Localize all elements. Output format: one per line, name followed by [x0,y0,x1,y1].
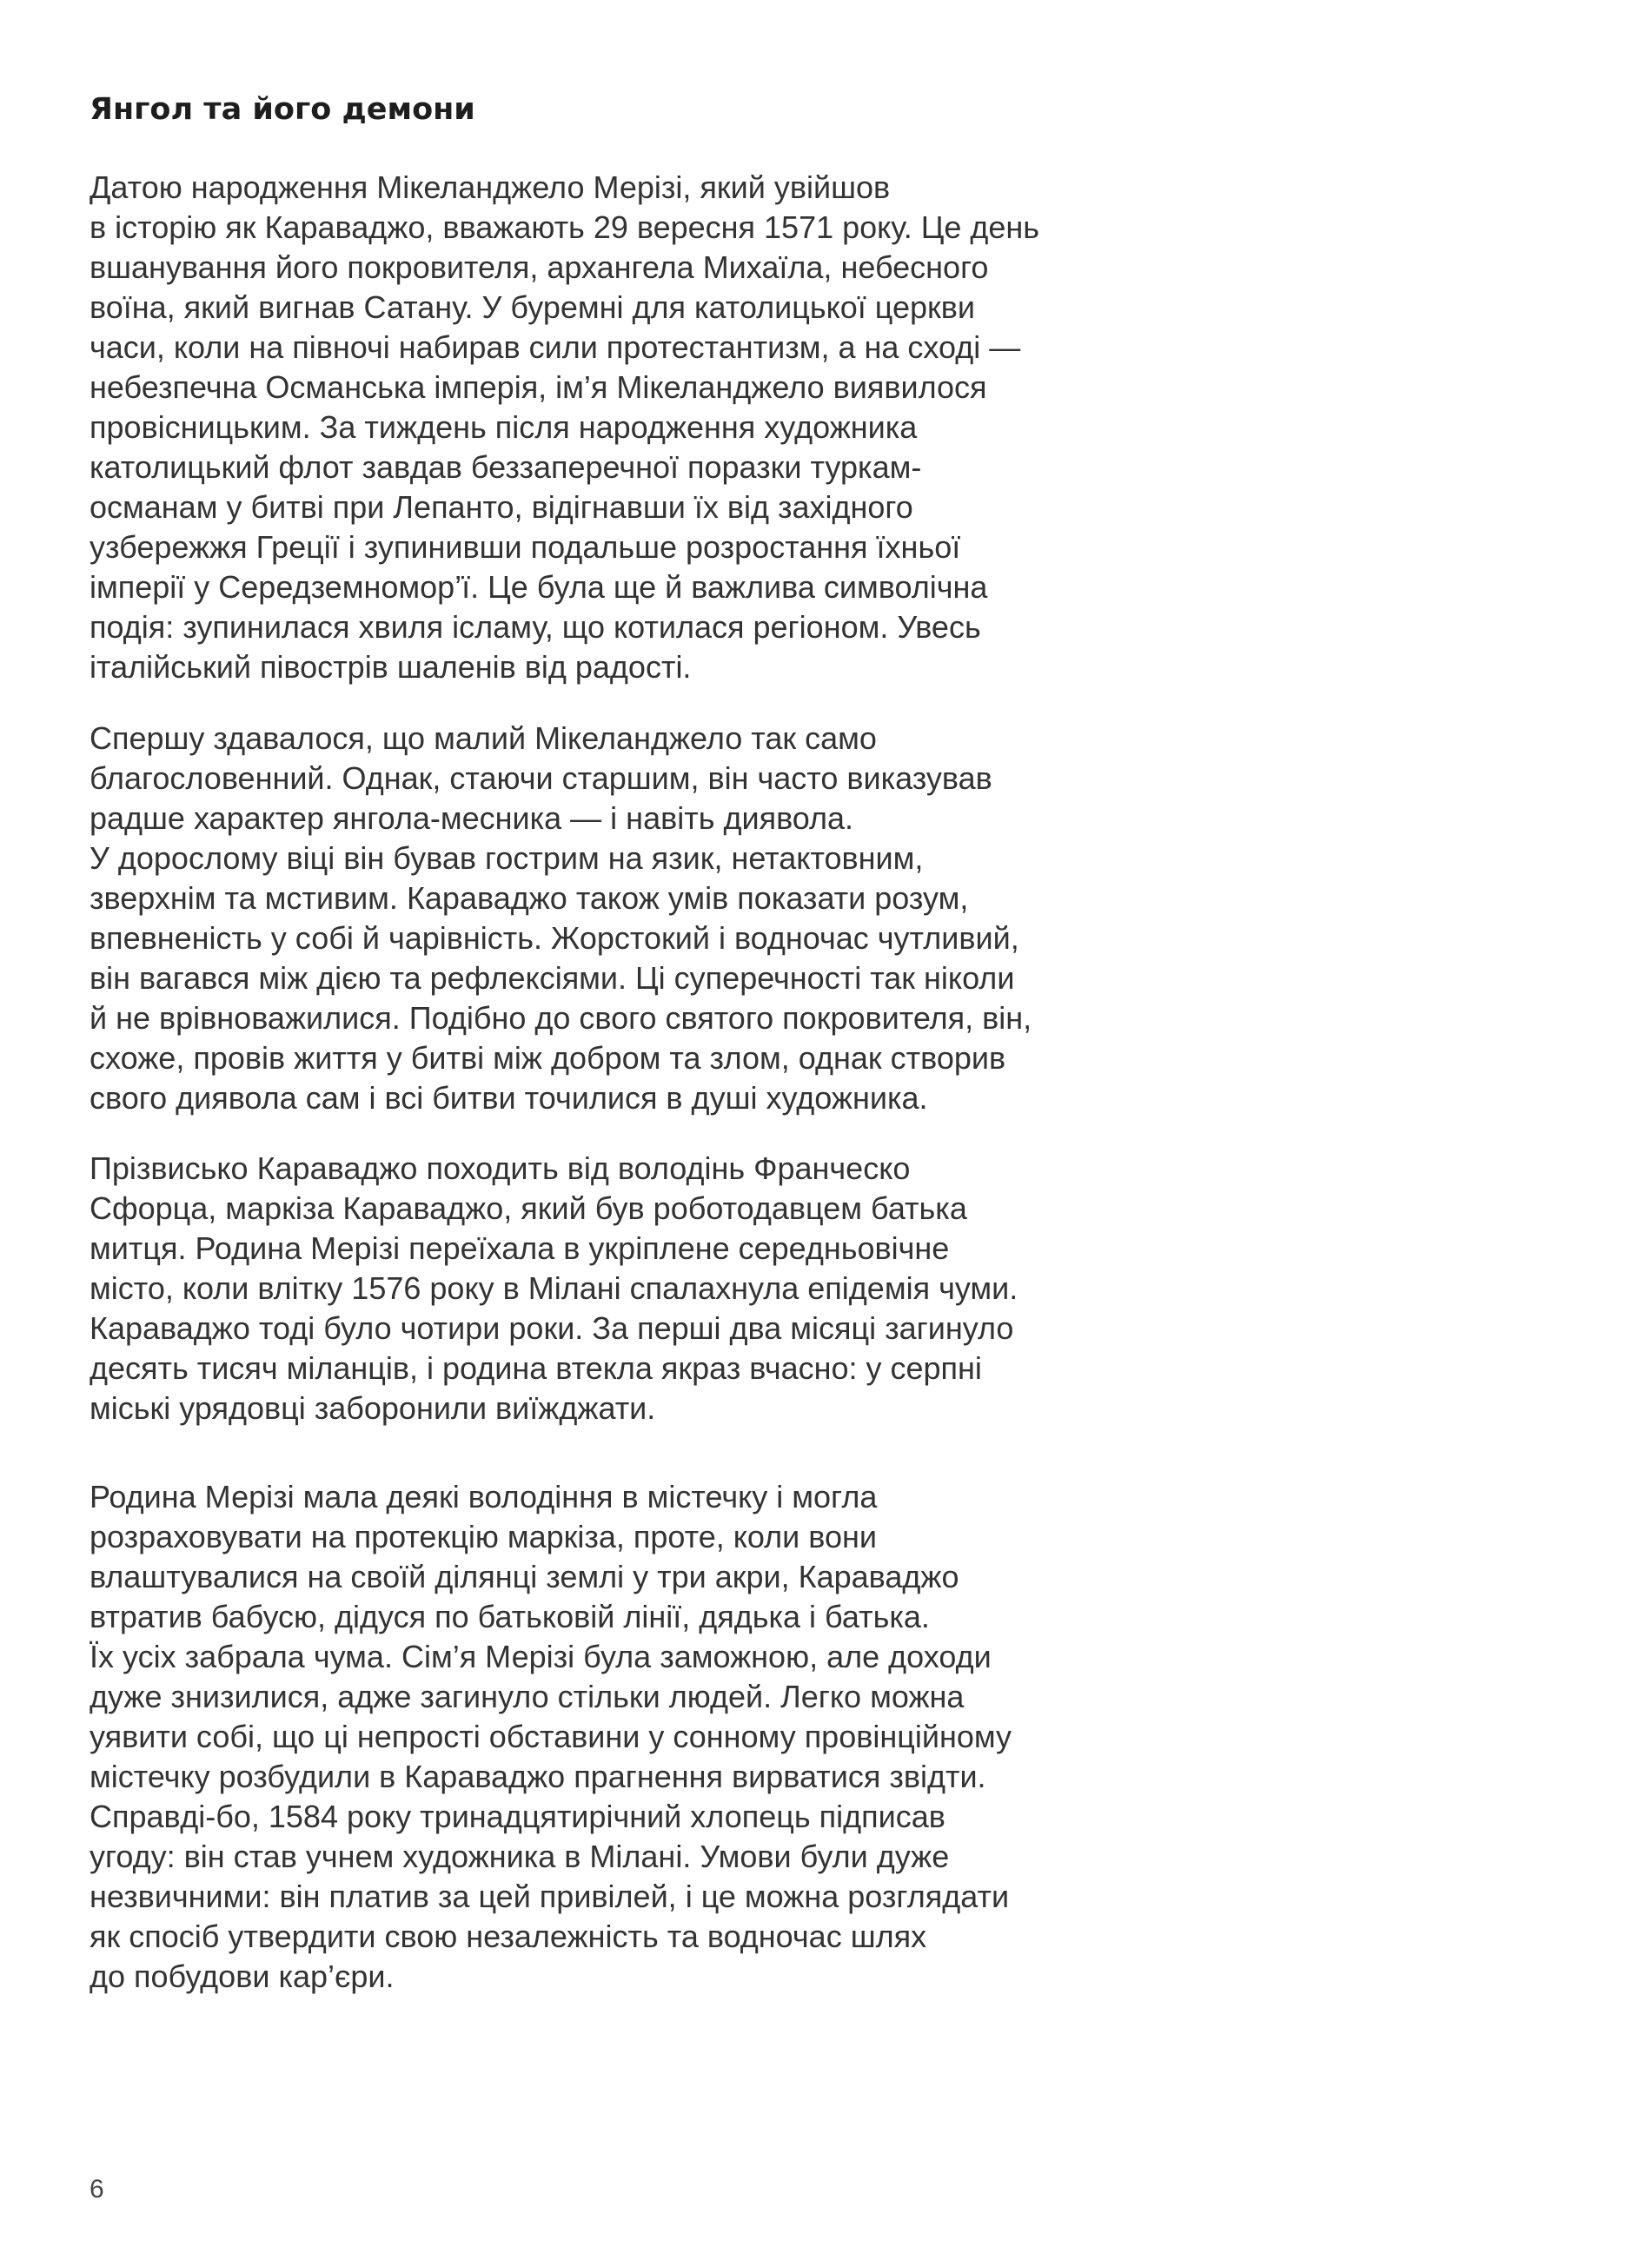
text-line: уявити собі, що ці непрості обставини у сонному провінційному [90,1719,1012,1754]
text-line: зверхнім та мстивим. Караваджо також умів показати розум, [90,880,969,916]
text-line: Караваджо тоді було чотири роки. За перші два місяці загинуло [90,1310,1014,1346]
text-line: італійський півострів шаленів від радості. [90,649,692,685]
text-line: османам у битві при Лепанто, відігнавши їх від західного [90,489,913,525]
text-line: десять тисяч міланців, і родина втекла якраз вчасно: у серпні [90,1350,982,1386]
text-line: У дорослому віці він бував гострим на язик, нетактовним, [90,840,924,876]
paragraph-3 [90,1149,1018,1428]
paragraph-1 [90,168,1039,687]
text-line: воїна, який вигнав Сатану. У буремні для католицької церкви [90,289,976,325]
text-line: імперії у Середземномор’ї. Це була ще й важлива символічна [90,569,988,605]
text-line: Родина Мерізі мала деякі володіння в містечку і могла [90,1479,878,1514]
text-line: угоду: він став учнем художника в Мілані. Умови були дуже [90,1839,950,1874]
text-line: містечку розбудили в Караваджо прагнення вирватися звідти. [90,1759,986,1794]
text-line: в історію як Караваджо, вважають 29 вересня 1571 року. Це день [90,209,1040,245]
text-line: подія: зупинилася хвиля ісламу, що котилася регіоном. Увесь [90,609,981,645]
text-line: провісницьким. За тиждень після народження художника [90,409,918,445]
paragraph-2 [90,719,1032,1118]
text-line: свого диявола сам і всі битви точилися в душі художника. [90,1080,928,1116]
text-line: й не врівноважилися. Подібно до свого святого покровителя, він, [90,1000,1032,1036]
text-line: небезпечна Османська імперія, ім’я Мікеланджело виявилося [90,369,987,405]
text-line: схоже, провів життя у битві між добром та злом, однак створив [90,1040,1006,1076]
page-number: 6 [90,2175,104,2204]
text-line: Справді-бо, 1584 року тринадцятирічний хлопець підписав [90,1799,945,1834]
text-line: благословенний. Однак, стаючи старшим, він часто виказував [90,760,992,796]
text-line: митця. Родина Мерізі переїхала в укріплене середньовічне [90,1230,950,1266]
text-line: католицький флот завдав беззаперечної поразки туркам- [90,449,922,485]
text-line: Прізвисько Караваджо походить від володінь Франческо [90,1150,911,1186]
text-line: втратив бабусю, дідуся по батьковій лінії, дядька і батька. [90,1599,930,1634]
text-line: Їх усіх забрала чума. Сім’я Мерізі була заможною, але доходи [90,1639,992,1674]
text-line: впевненість у собі й чарівність. Жорстокий і водночас чутливий, [90,920,1019,956]
text-line: Сфорца, маркіза Караваджо, який був роботодавцем батька [90,1190,967,1226]
text-line: незвичними: він платив за цей привілей, і це можна розглядати [90,1879,1010,1914]
text-line: влаштувалися на своїй ділянці землі у три акри, Караваджо [90,1559,959,1594]
text-line: міські урядовці заборонили виїжджати. [90,1390,656,1426]
paragraph-4 [90,1477,1012,1997]
text-line: як спосіб утвердити свою незалежність та водночас шлях [90,1919,927,1954]
text-line: до побудови кар’єри. [90,1958,395,1994]
text-line: місто, коли влітку 1576 року в Мілані спалахнула епідемія чуми. [90,1270,1018,1306]
text-line: вшанування його покровителя, архангела Михаїла, небесного [90,249,989,285]
text-line: він вагався між дією та рефлексіями. Ці суперечності так ніколи [90,960,1015,996]
text-line: розраховувати на протекцію маркіза, проте, коли вони [90,1519,877,1554]
text-line: Датою народження Мікеланджело Мерізі, який увійшов [90,169,891,205]
section-title: Янгол та його демони [90,92,475,127]
text-line: узбережжя Греції і зупинивши подальше розростання їхньої [90,529,961,565]
text-line: радше характер янгола-месника — і навіть диявола. [90,800,854,836]
text-line: Спершу здавалося, що малий Мікеланджело так само [90,720,877,756]
text-line: часи, коли на півночі набирав сили протестантизм, а на сході — [90,329,1021,365]
text-line: дуже знизилися, адже загинуло стільки людей. Легко можна [90,1679,965,1714]
